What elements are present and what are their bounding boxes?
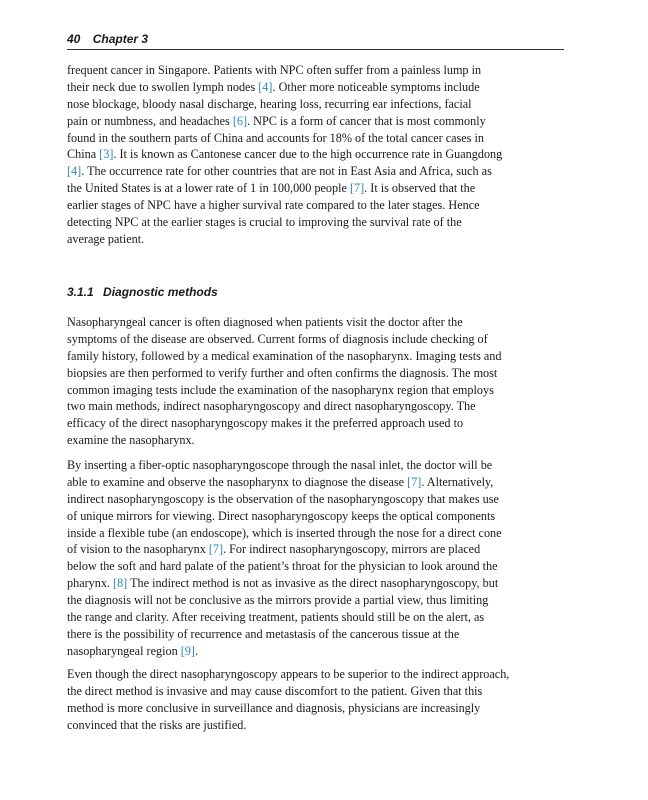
text-run: their neck due to swollen lymph nodes (67, 79, 259, 94)
text-run: . It is known as Cantonese cancer due to the high occurrence rate in Guangdong (113, 147, 503, 162)
text-run: the range and clarity. After receiving treatment, patients should still be on the alert, as (67, 610, 485, 625)
text-line (67, 457, 564, 474)
text-line (67, 96, 564, 113)
text-run: inside a flexible tube (an endoscope), which is inserted through the nose for a direct cone (67, 525, 502, 540)
page-number: 40 (67, 32, 81, 46)
text-line (67, 163, 564, 180)
citation-link[interactable]: [8] (113, 576, 128, 591)
text-run: frequent cancer in Singapore. Patients with NPC often suffer from a painless lump in (67, 63, 482, 77)
text-line (67, 609, 564, 626)
text-line (67, 130, 564, 147)
citation-link[interactable]: [6] (232, 113, 248, 128)
chapter-label: Chapter 3 (92, 32, 149, 46)
text-run: By inserting a fiber-optic nasopharyngoscope through the nasal inlet, the doctor will be (67, 458, 493, 472)
text-run: the United States is at a lower rate of 1 in 100,000 people (67, 181, 350, 196)
text-line (67, 575, 564, 592)
text-run: nose blockage, bloody nasal discharge, hearing loss, recurring ear infections, facial (67, 96, 472, 111)
text-line (67, 146, 564, 163)
text-run: the direct method is invasive and may cause discomfort to the patient. Given that this (67, 683, 483, 698)
text-run: China (67, 147, 100, 162)
text-run: . It is observed that the (364, 181, 476, 196)
text-line (67, 474, 564, 491)
text-run: Nasopharyngeal cancer is often diagnosed when patients visit the doctor after the (67, 315, 463, 329)
text-run: examine the nasopharynx. (67, 433, 195, 448)
citation-link[interactable]: [7] (349, 181, 365, 196)
text-run: pharynx. (67, 576, 114, 591)
paragraph-diagnosis-intro (67, 314, 564, 449)
text-run: the diagnosis will not be conclusive as the mirrors provide a partial view, thus limiting (67, 593, 489, 608)
text-line (67, 525, 564, 542)
citation-link[interactable]: [7] (208, 542, 224, 557)
text-line (67, 331, 564, 348)
text-line (67, 626, 564, 643)
citation-link[interactable]: [4] (258, 79, 273, 94)
text-run: able to examine and observe the nasopharynx to diagnose the disease (67, 474, 408, 489)
text-line (67, 717, 564, 734)
paragraph-nasopharyngoscopy-methods (67, 457, 564, 660)
citation-link[interactable]: [4] (67, 164, 82, 179)
text-run: of unique mirrors for viewing. Direct nasopharyngoscopy keeps the optical components (67, 508, 496, 523)
text-run: earlier stages of NPC have a higher survival rate compared to the later stages. Hence (67, 198, 480, 213)
text-run: The indirect method is not as invasive as the direct nasopharyngoscopy, but (127, 576, 499, 591)
text-run: there is the possibility of recurrence and metastasis of the cancerous tissue at the (67, 626, 460, 641)
text-line (67, 214, 564, 231)
text-line (67, 231, 564, 248)
text-line (67, 700, 564, 717)
text-line (67, 415, 564, 432)
text-run: average patient. (67, 231, 145, 246)
text-line (67, 348, 564, 365)
text-run: pain or numbness, and headaches (67, 113, 233, 128)
text-run: family history, followed by a medical examination of the nasopharynx. Imaging tests and (67, 348, 502, 363)
text-line (67, 398, 564, 415)
section-number: 3.1.1 (67, 285, 94, 299)
text-run: Even though the direct nasopharyngoscopy appears to be superior to the indirect approach, (67, 667, 510, 681)
text-line (67, 62, 564, 79)
text-run: two main methods, indirect nasopharyngoscopy and direct nasopharyngoscopy. The (67, 399, 476, 414)
text-line (67, 79, 564, 96)
text-run: common imaging tests include the examination of the nasopharynx region that employs (67, 382, 494, 397)
text-run: . The occurrence rate for other countries that are not in East Asia and Africa, such as (81, 164, 492, 179)
section-heading (67, 284, 218, 300)
text-line (67, 592, 564, 609)
text-line (67, 197, 564, 214)
text-line (67, 491, 564, 508)
text-run: efficacy of the direct nasopharyngoscopy makes it the preferred approach used to (67, 416, 464, 431)
text-run: convinced that the risks are justified. (67, 717, 247, 732)
text-run: biopsies are then performed to verify further and often confirms the diagnosis. The most (67, 365, 498, 380)
text-line (67, 314, 564, 331)
citation-link[interactable]: [3] (99, 147, 114, 162)
text-run: method is more conclusive in surveillance and diagnosis, physicians are increasingly (67, 700, 481, 715)
text-run: symptoms of the disease are observed. Current forms of diagnosis include checking of (67, 331, 488, 346)
citation-link[interactable]: [9] (180, 643, 195, 658)
text-run: . Other more noticeable symptoms include (272, 79, 480, 94)
section-title: Diagnostic methods (103, 285, 218, 299)
text-run: found in the southern parts of China and accounts for 18% of the total cancer cases in (67, 130, 484, 145)
text-line (67, 508, 564, 525)
text-run: . Alternatively, (421, 474, 494, 489)
text-line (67, 666, 564, 683)
text-line (67, 432, 564, 449)
text-run: . (194, 643, 198, 658)
text-run: indirect nasopharyngoscopy is the observation of the nasopharyngoscopy that makes use (67, 491, 499, 506)
text-line (67, 643, 564, 660)
text-run: nasopharyngeal region (67, 643, 181, 658)
paragraph-direct-vs-indirect (67, 666, 564, 734)
text-line (67, 683, 564, 700)
text-run: . NPC is a form of cancer that is most commonly (247, 113, 486, 128)
text-line (67, 113, 564, 130)
text-line (67, 558, 564, 575)
text-run: of vision to the nasopharynx (67, 542, 209, 557)
text-line (67, 365, 564, 382)
running-header (67, 31, 564, 50)
text-run: below the soft and hard palate of the patient’s throat for the physician to look around the (67, 559, 498, 574)
text-line (67, 180, 564, 197)
text-line (67, 382, 564, 399)
text-run: detecting NPC at the earlier stages is crucial to improving the survival rate of the (67, 215, 462, 230)
citation-link[interactable]: [7] (407, 474, 422, 489)
text-run: . For indirect nasopharyngoscopy, mirrors are placed (223, 542, 481, 557)
text-line (67, 541, 564, 558)
paragraph-npc-overview (67, 62, 564, 248)
